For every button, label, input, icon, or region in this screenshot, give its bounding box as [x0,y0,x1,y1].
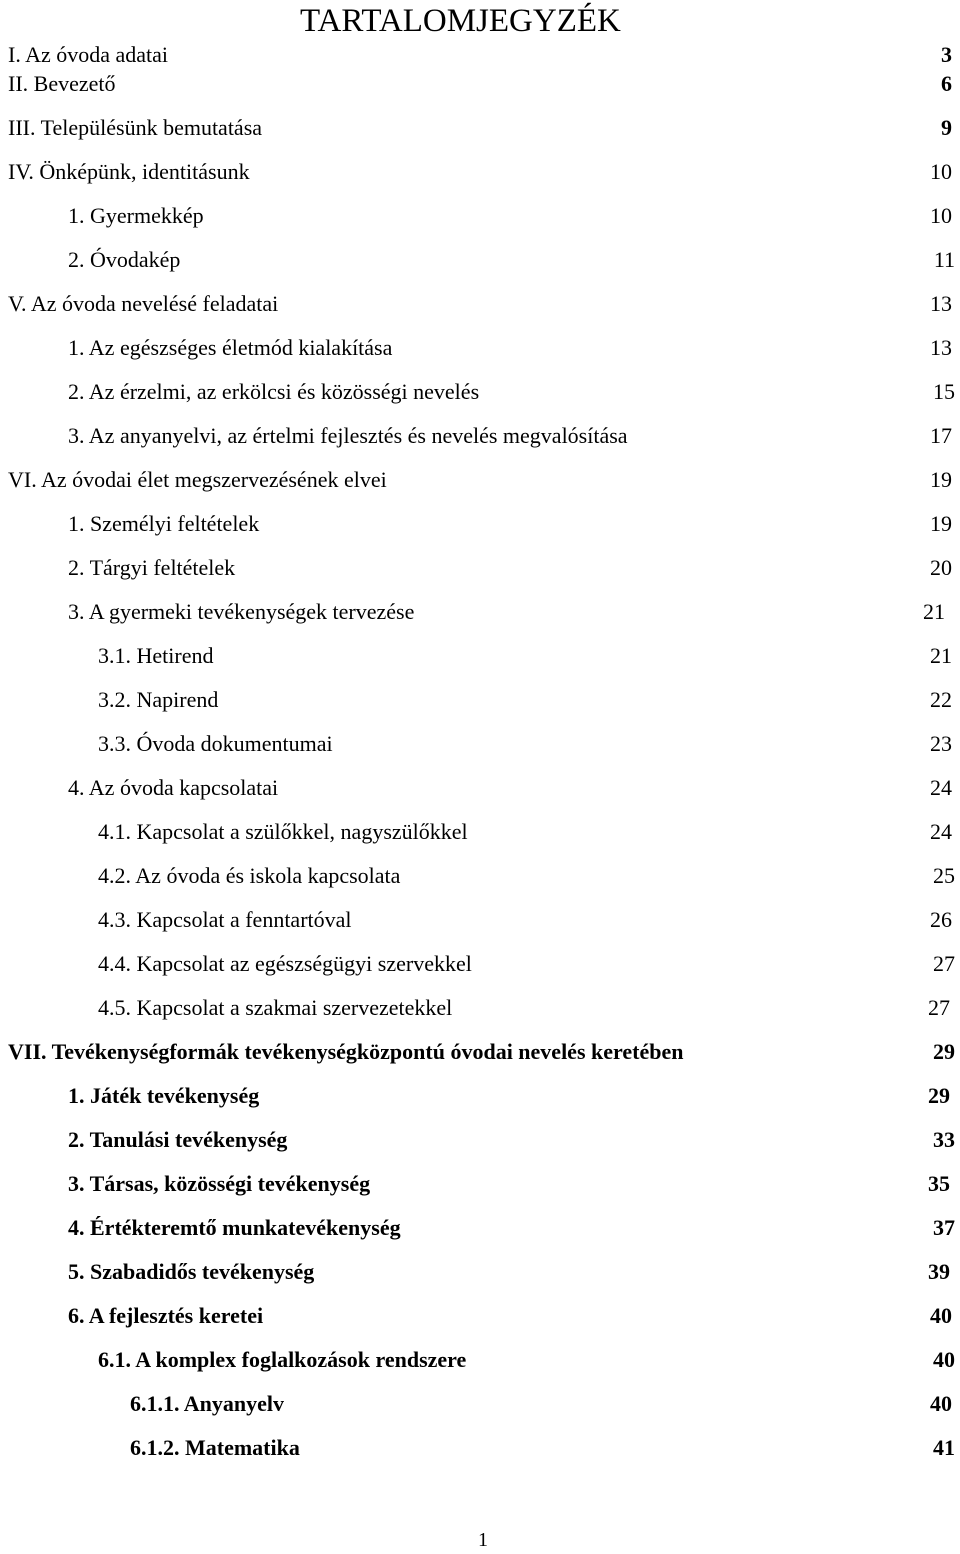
toc-entry-label: 4. Értékteremtő munkatevékenység [68,1215,401,1240]
toc-entry-label: 1. Gyermekkép [68,203,204,228]
toc-entry [0,641,960,671]
toc-entry-page-number: 19 [930,511,952,536]
toc-entry-page-number: 13 [930,291,952,316]
toc-entry-page-number: 39 [928,1259,950,1284]
toc-entry-page-number: 40 [930,1391,952,1416]
toc-entry-page-number: 26 [930,907,952,932]
document-title: TARTALOMJEGYZÉK [300,3,621,39]
toc-entry-page-number: 29 [933,1039,955,1064]
toc-entry-page-number: 17 [930,423,952,448]
toc-entry-page-number: 24 [930,775,952,800]
toc-entry-page-number: 13 [930,335,952,360]
toc-entry-label: 6.1.1. Anyanyelv [130,1391,285,1416]
toc-entry [0,1213,960,1243]
toc-entry-label: 1. Az egészséges életmód kialakítása [68,335,393,360]
toc-entry-label: 4. Az óvoda kapcsolatai [68,775,279,800]
toc-entry-page-number: 20 [930,555,952,580]
toc-entry-page-number: 11 [933,247,955,272]
toc-entry [0,377,960,407]
toc-entry [0,245,960,275]
toc-entry-page-number: 29 [928,1083,950,1108]
toc-entry-page-number: 35 [928,1171,950,1196]
toc-entry [0,1081,960,1111]
toc-entry [0,1257,960,1287]
toc-entry-page-number: 6 [941,71,952,96]
toc-entry-label: 5. Szabadidős tevékenység [68,1259,315,1284]
toc-entry [0,201,960,231]
toc-entry-label: 3.1. Hetirend [98,643,214,668]
toc-entry [0,69,960,99]
toc-entry [0,509,960,539]
toc-entry-label: 4.4. Kapcsolat az egészségügyi szervekkel [98,951,472,976]
toc-entry-label: 2. Tárgyi feltételek [68,555,236,580]
toc-entry [0,993,960,1023]
toc-entry [0,1037,960,1067]
toc-entry-label: 1. Személyi feltételek [68,511,260,536]
toc-entry-page-number: 9 [941,115,952,140]
toc-entry-page-number: 10 [930,159,952,184]
toc-entry-label: 3. A gyermeki tevékenységek tervezése [68,599,415,624]
toc-entry-label: 6.1. A komplex foglalkozások rendszere [98,1347,467,1372]
toc-entry-label: IV. Önképünk, identitásunk [8,159,250,184]
toc-entry-label: 3. Társas, közösségi tevékenység [68,1171,371,1196]
toc-entry-page-number: 24 [930,819,952,844]
toc-entry-label: VI. Az óvodai élet megszervezésének elvei [8,467,387,492]
toc-entry-label: I. Az óvoda adatai [8,42,169,67]
toc-entry [0,773,960,803]
toc-entry-page-number: 3 [941,42,952,67]
toc-entry-label: V. Az óvoda nevelésé feladatai [8,291,279,316]
toc-entry [0,861,960,891]
toc-entry [0,905,960,935]
toc-entry-label: 2. Tanulási tevékenység [68,1127,288,1152]
toc-entry [0,465,960,495]
toc-entry-label: 3. Az anyanyelvi, az értelmi fejlesztés és nevelés megvalósítása [68,423,628,448]
toc-entry-page-number: 25 [933,863,955,888]
toc-entry [0,1169,960,1199]
page-number: 1 [478,1529,488,1551]
toc-entry-label: 2. Az érzelmi, az erkölcsi és közösségi nevelés [68,379,480,404]
toc-entry-label: 2. Óvodakép [68,247,181,272]
toc-entry [0,113,960,143]
toc-entry [0,817,960,847]
toc-entry [0,1433,960,1463]
toc-entry-label: 4.3. Kapcsolat a fenntartóval [98,907,352,932]
toc-entry-page-number: 41 [933,1435,955,1460]
toc-entry-page-number: 40 [933,1347,955,1372]
toc-entry-label: 1. Játék tevékenység [68,1083,260,1108]
toc-entry-page-number: 15 [933,379,955,404]
toc-entry-page-number: 27 [928,995,950,1020]
toc-entry-page-number: 21 [930,643,952,668]
toc-entry [0,1389,960,1419]
toc-entry-label: 3.3. Óvoda dokumentumai [98,731,333,756]
toc-entry-label: 4.2. Az óvoda és iskola kapcsolata [98,863,401,888]
toc-entry-page-number: 10 [930,203,952,228]
toc-entry [0,597,960,627]
toc-entry [0,289,960,319]
toc-entry [0,421,960,451]
toc-entry-page-number: 22 [930,687,952,712]
toc-entry [0,553,960,583]
toc-entry-label: 6. A fejlesztés keretei [68,1303,264,1328]
toc-entry-label: 6.1.2. Matematika [130,1435,300,1460]
toc-entry [0,1301,960,1331]
toc-entry [0,949,960,979]
toc-entry [0,40,960,70]
toc-entry-label: VII. Tevékenységformák tevékenységközpontú óvodai nevelés keretében [8,1039,684,1064]
toc-entry [0,157,960,187]
toc-entry-page-number: 33 [933,1127,955,1152]
toc-entry [0,333,960,363]
toc-entry [0,1345,960,1375]
toc-entry-label: 4.5. Kapcsolat a szakmai szervezetekkel [98,995,453,1020]
toc-entry-label: III. Településünk bemutatása [8,115,263,140]
toc-entry-label: II. Bevezető [8,71,116,96]
toc-entry [0,729,960,759]
toc-entry-label: 4.1. Kapcsolat a szülőkkel, nagyszülőkkel [98,819,468,844]
toc-entry-page-number: 21 [923,599,945,624]
toc-entry-page-number: 40 [930,1303,952,1328]
toc-entry-page-number: 37 [933,1215,955,1240]
toc-entry-page-number: 19 [930,467,952,492]
toc-entry [0,685,960,715]
toc-entry-page-number: 27 [933,951,955,976]
toc-entry-page-number: 23 [930,731,952,756]
toc-entry [0,1125,960,1155]
toc-entry-label: 3.2. Napirend [98,687,219,712]
